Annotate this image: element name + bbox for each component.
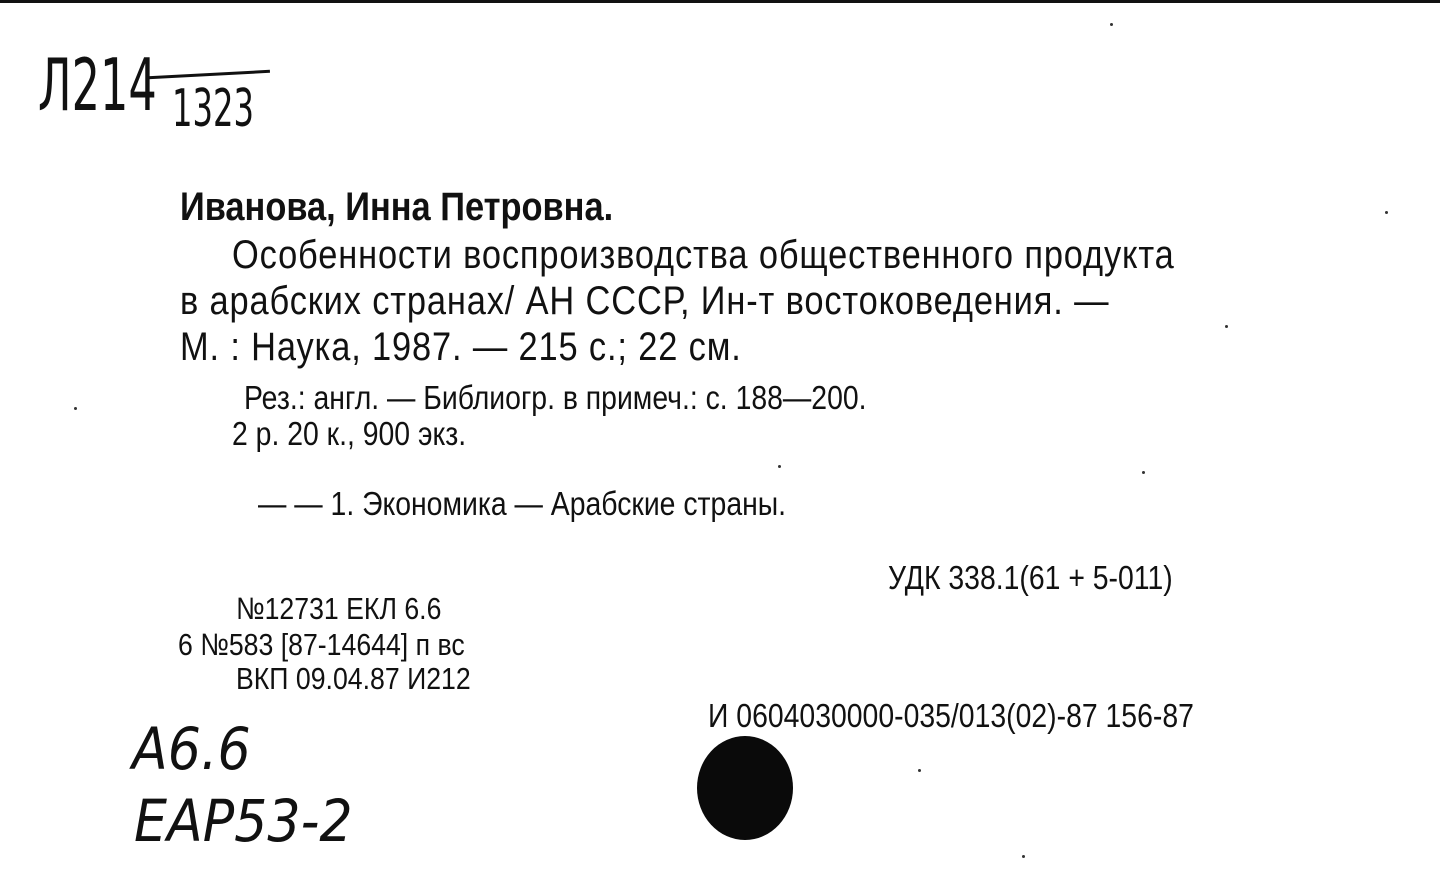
imprint-line: М. : Наука, 1987. — 215 с.; 22 см. <box>180 325 742 369</box>
handwritten-shelfmark: Л214 <box>38 43 157 127</box>
handwritten-code-a: А6.6 <box>132 715 251 783</box>
registry-line-2: 6 №583 [87-14644] п вс <box>178 627 465 662</box>
scan-speck <box>918 769 921 772</box>
scan-speck <box>1225 325 1228 328</box>
shelfmark-rule <box>148 70 270 79</box>
punch-hole <box>697 736 793 840</box>
scan-speck <box>74 407 77 410</box>
scan-speck <box>1022 855 1025 858</box>
handwritten-code-b: ЕАР53-2 <box>134 787 353 855</box>
scan-speck <box>1142 471 1145 474</box>
author-heading: Иванова, Инна Петровна. <box>180 185 614 229</box>
scan-speck <box>1385 211 1388 214</box>
scan-speck <box>778 465 781 468</box>
index-code: И 0604030000-035/013(02)-87 156-87 <box>708 697 1194 734</box>
scan-speck <box>1110 23 1113 26</box>
title-line-1: Особенности воспроизводства общественного продукта <box>232 233 1175 277</box>
registry-line-3: ВКП 09.04.87 И212 <box>236 661 471 696</box>
udc-code: УДК 338.1(61 + 5-011) <box>888 559 1173 596</box>
handwritten-shelfmark-sub: 1323 <box>172 79 255 139</box>
subject-heading: — — 1. Экономика — Арабские страны. <box>258 485 787 522</box>
registry-line-1: №12731 ЕКЛ 6.6 <box>236 591 442 626</box>
title-line-2: в арабских странах/ АН СССР, Ин-т востоковедения. — <box>180 279 1110 323</box>
price-line: 2 р. 20 к., 900 экз. <box>232 415 467 452</box>
notes-line-1: Рез.: англ. — Библиогр. в примеч.: с. 188—200. <box>244 379 867 416</box>
